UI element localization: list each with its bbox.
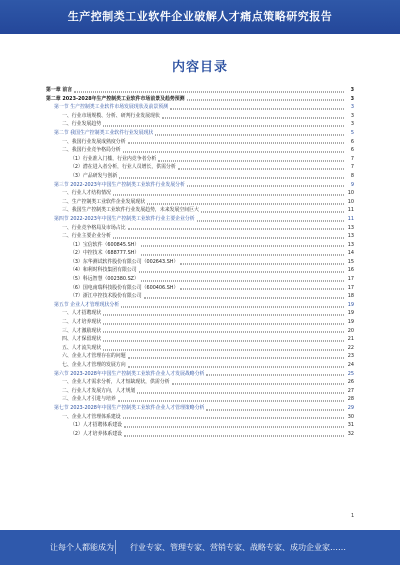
toc-dot-leader — [201, 212, 344, 213]
toc-entry-page: 30 — [347, 413, 354, 420]
toc-entry[interactable] — [46, 352, 354, 361]
toc-dot-leader — [141, 280, 344, 281]
toc-entry[interactable] — [46, 301, 354, 310]
toc-entry-text: 第五节 企业人才管理现状分析 — [54, 301, 120, 308]
toc-entry[interactable] — [46, 103, 354, 112]
toc-entry[interactable] — [46, 163, 354, 172]
toc-entry[interactable] — [46, 224, 354, 233]
toc-dot-leader — [144, 298, 344, 299]
toc-dot-leader — [147, 203, 344, 204]
toc-dot-leader — [113, 237, 344, 238]
toc-entry-page: 26 — [347, 379, 354, 386]
toc-entry-page: 29 — [347, 404, 354, 411]
toc-dot-leader — [103, 315, 344, 316]
toc-entry-page: 31 — [347, 422, 354, 429]
toc-dot-leader — [137, 392, 344, 393]
toc-entry-page: 3 — [350, 87, 354, 93]
toc-entry[interactable] — [46, 249, 354, 258]
toc-dot-leader — [139, 272, 344, 273]
toc-entry-text: 五、人才流失现状 — [62, 344, 102, 351]
toc-entry[interactable] — [46, 206, 354, 215]
toc-entry-text: 一、人才招聘现状 — [62, 310, 102, 317]
toc-entry-text: 二、行业发展趋势 — [62, 121, 102, 128]
toc-entry-text: （1）宝信软件（600845.SH） — [70, 241, 140, 248]
toc-entry-page: 20 — [347, 327, 354, 334]
toc-dot-leader — [206, 409, 344, 410]
toc-entry-page: 10 — [347, 198, 354, 205]
toc-entry-text: 第六节 2023-2028年中国生产控制类工业软件企业人才发展战略分析 — [54, 370, 205, 377]
toc-entry-text: 二、我国行业竞争格局分析 — [62, 147, 121, 154]
toc-entry[interactable] — [46, 172, 354, 181]
footer-divider — [115, 540, 116, 554]
toc-entry-page: 6 — [350, 138, 354, 145]
toc-entry-page: 11 — [347, 207, 354, 214]
toc-entry-page: 3 — [350, 104, 354, 111]
toc-entry-text: 一、企业人才需求分析，人才短缺现状，供需分析 — [62, 379, 170, 386]
toc-entry-page: 23 — [347, 353, 354, 360]
toc-entry-page: 10 — [347, 190, 354, 197]
toc-entry[interactable] — [46, 95, 354, 104]
toc-entry-page: 21 — [347, 336, 354, 343]
toc-entry-text: 三、我国生产控制类工业软件行业发展趋势，未来发展空间巨大 — [62, 207, 199, 214]
toc-entry-text: （3）东华测试软件股份有限公司（002643.SH） — [70, 258, 179, 265]
toc-entry[interactable] — [46, 138, 354, 147]
toc-entry-page: 3 — [350, 121, 354, 128]
toc-dot-leader — [178, 169, 344, 170]
toc-entry[interactable] — [46, 309, 354, 318]
toc-entry-page: 6 — [350, 147, 354, 154]
toc-entry-text: 第四节 2022-2023年中国生产控制类工业软件行业主要企业分析 — [54, 215, 195, 222]
toc-entry[interactable] — [46, 189, 354, 198]
toc-entry[interactable] — [46, 146, 354, 155]
toc-entry-page: 13 — [347, 233, 354, 240]
toc-entry[interactable] — [46, 258, 354, 267]
toc-dot-leader — [187, 100, 344, 101]
toc-dot-leader — [158, 160, 344, 161]
toc-dot-leader — [123, 418, 344, 419]
toc-entry-page: 17 — [347, 276, 354, 283]
toc-dot-leader — [128, 143, 344, 144]
toc-dot-leader — [180, 289, 344, 290]
toc-entry[interactable] — [46, 181, 354, 190]
toc-entry-text: （2）中控技术（688777.SH） — [70, 250, 140, 257]
table-of-contents — [46, 86, 354, 438]
toc-entry[interactable] — [46, 112, 354, 121]
toc-entry-page: 3 — [350, 112, 354, 119]
page-number: 1 — [351, 513, 355, 519]
toc-entry-text: （3）产品研发与创新 — [70, 172, 118, 179]
toc-entry-page: 19 — [347, 319, 354, 326]
toc-entry[interactable] — [46, 155, 354, 164]
toc-entry-page: 3 — [350, 95, 354, 102]
toc-entry[interactable] — [46, 430, 354, 439]
toc-entry[interactable] — [46, 318, 354, 327]
toc-entry-page: 17 — [347, 284, 354, 291]
toc-entry[interactable] — [46, 344, 354, 353]
toc-dot-leader — [124, 426, 344, 427]
toc-entry-text: 三、企业人才引进与培养 — [62, 396, 116, 403]
toc-dot-leader — [128, 229, 344, 230]
toc-dot-leader — [141, 255, 344, 256]
toc-entry[interactable] — [46, 129, 354, 138]
toc-entry-text: 第三节 2022-2023年中国生产控制类工业软件行业发展分析 — [54, 181, 185, 188]
toc-dot-leader — [170, 108, 344, 109]
toc-entry-page: 16 — [347, 267, 354, 274]
toc-dot-leader — [180, 263, 344, 264]
toc-dot-leader — [103, 126, 344, 127]
toc-entry[interactable] — [46, 387, 354, 396]
toc-entry[interactable] — [46, 370, 354, 379]
toc-entry-page: 11 — [347, 215, 354, 222]
toc-entry-text: （4）和利时科技集团有限公司 — [70, 267, 137, 274]
toc-entry-text: （1）人才招聘体系建设 — [70, 422, 123, 429]
toc-entry-text: 第一章 前言 — [46, 87, 73, 93]
toc-entry[interactable] — [46, 292, 354, 301]
toc-dot-leader — [128, 366, 344, 367]
toc-entry[interactable] — [46, 327, 354, 336]
toc-entry[interactable] — [46, 404, 354, 413]
toc-entry[interactable] — [46, 120, 354, 129]
toc-dot-leader — [206, 375, 344, 376]
footer-bar — [0, 530, 400, 565]
toc-entry-text: （2）潜在进入者分析，行业人员增长，供需分析 — [70, 164, 176, 171]
toc-entry-text: 第七节 2023-2028年中国生产控制类工业软件企业人才管理策略分析 — [54, 404, 205, 411]
toc-entry-text: 二、人才培养现状 — [62, 319, 102, 326]
toc-entry-text: （7）浙江中控技术股份有限公司 — [70, 293, 142, 300]
toc-entry-text: 第一节 生产控制类工业软件市场发展现状及前景预测 — [54, 104, 169, 111]
toc-dot-leader — [155, 134, 344, 135]
toc-entry[interactable] — [46, 413, 354, 422]
toc-entry-text: 一、企业人才管理体系建设 — [62, 413, 121, 420]
toc-entry-page: 5 — [350, 129, 354, 136]
toc-entry[interactable] — [46, 421, 354, 430]
toc-entry[interactable] — [46, 86, 354, 95]
toc-entry-page: 32 — [347, 430, 354, 437]
toc-dot-leader — [103, 332, 344, 333]
toc-entry[interactable] — [46, 361, 354, 370]
toc-entry-page: 14 — [347, 250, 354, 257]
toc-dot-leader — [121, 306, 344, 307]
toc-entry-page: 8 — [350, 172, 354, 179]
toc-entry-page: 24 — [347, 362, 354, 368]
toc-entry-text: 七、企业人才管理的发展方向 — [62, 362, 126, 368]
toc-entry-page: 18 — [347, 293, 354, 300]
toc-entry-page: 9 — [350, 181, 354, 188]
toc-dot-leader — [128, 358, 344, 359]
toc-dot-leader — [118, 401, 344, 402]
toc-dot-leader — [187, 186, 344, 187]
toc-entry-page: 13 — [347, 224, 354, 231]
toc-entry-page: 7 — [350, 164, 354, 171]
toc-dot-leader — [162, 117, 344, 118]
toc-entry-page: 19 — [347, 310, 354, 317]
footer-slogan-left: 让每个人都能成为 — [50, 543, 114, 552]
toc-entry-text: 三、人才激励现状 — [62, 327, 102, 334]
toc-entry-page: 22 — [347, 344, 354, 351]
toc-entry-text: （1）行业准入门槛，行业内竞争者分析 — [70, 155, 157, 162]
toc-entry-text: （5）科远智慧（002380.SZ） — [70, 276, 139, 283]
toc-entry[interactable] — [46, 395, 354, 404]
toc-entry-page: 25 — [347, 370, 354, 377]
toc-entry[interactable] — [46, 284, 354, 293]
toc-entry-text: 一、我国行业发展成熟度分析 — [62, 138, 126, 145]
toc-entry[interactable] — [46, 198, 354, 207]
toc-entry-text: 二、行业人才发展方向，人才规划 — [62, 387, 136, 394]
toc-entry-page: 13 — [347, 241, 354, 248]
toc-entry[interactable] — [46, 266, 354, 275]
toc-dot-leader — [74, 91, 344, 92]
toc-dot-leader — [172, 383, 344, 384]
toc-entry-text: 六、企业人才管理存在的问题 — [62, 353, 126, 360]
toc-entry[interactable] — [46, 335, 354, 344]
report-header-title: 生产控制类工业软件企业破解人才痛点策略研究报告 — [0, 0, 400, 34]
toc-dot-leader — [124, 435, 344, 436]
toc-entry[interactable] — [46, 215, 354, 224]
toc-dot-leader — [113, 194, 344, 195]
toc-entry[interactable] — [46, 378, 354, 387]
toc-dot-leader — [123, 151, 344, 152]
toc-entry-page: 7 — [350, 155, 354, 162]
toc-dot-leader — [119, 177, 344, 178]
toc-entry-text: （2）人才培养体系建设 — [70, 430, 123, 437]
toc-entry-text: 四、人才保留现状 — [62, 336, 102, 343]
toc-entry[interactable] — [46, 241, 354, 250]
toc-entry[interactable] — [46, 232, 354, 241]
toc-entry-page: 28 — [347, 396, 354, 403]
toc-dot-leader — [197, 220, 344, 221]
toc-entry-text: 二、行业主要企业分析 — [62, 233, 111, 240]
toc-entry-page: 15 — [347, 258, 354, 265]
toc-dot-leader — [141, 246, 344, 247]
toc-entry-page: 19 — [347, 301, 354, 308]
toc-entry-text: 第二节 我国生产控制类工业软件行业发展现状 — [54, 129, 154, 136]
toc-entry-text: 一、行业人才结构情况 — [62, 190, 111, 197]
toc-entry-text: 一、行业市场规模、分析、研判行业发展现状 — [62, 112, 160, 119]
toc-entry-text: （6）国电南瑞科技股份有限公司（600406.SH） — [70, 284, 179, 291]
toc-dot-leader — [103, 323, 344, 324]
toc-title: 内容目录 — [171, 60, 228, 75]
toc-dot-leader — [103, 349, 344, 350]
toc-entry-text: 一、行业竞争格局及市场占比 — [62, 224, 126, 231]
toc-entry-text: 第二章 2023-2028年生产控制类工业软件市场前景及趋势预测 — [46, 95, 185, 102]
toc-dot-leader — [103, 341, 344, 342]
toc-entry-text: 二、生产控制类工业软件企业发展现状 — [62, 198, 146, 205]
toc-entry-page: 27 — [347, 387, 354, 394]
footer-slogan-right: 行业专家、管理专家、营销专家、战略专家、成功企业家…… — [130, 543, 346, 552]
toc-entry[interactable] — [46, 275, 354, 284]
